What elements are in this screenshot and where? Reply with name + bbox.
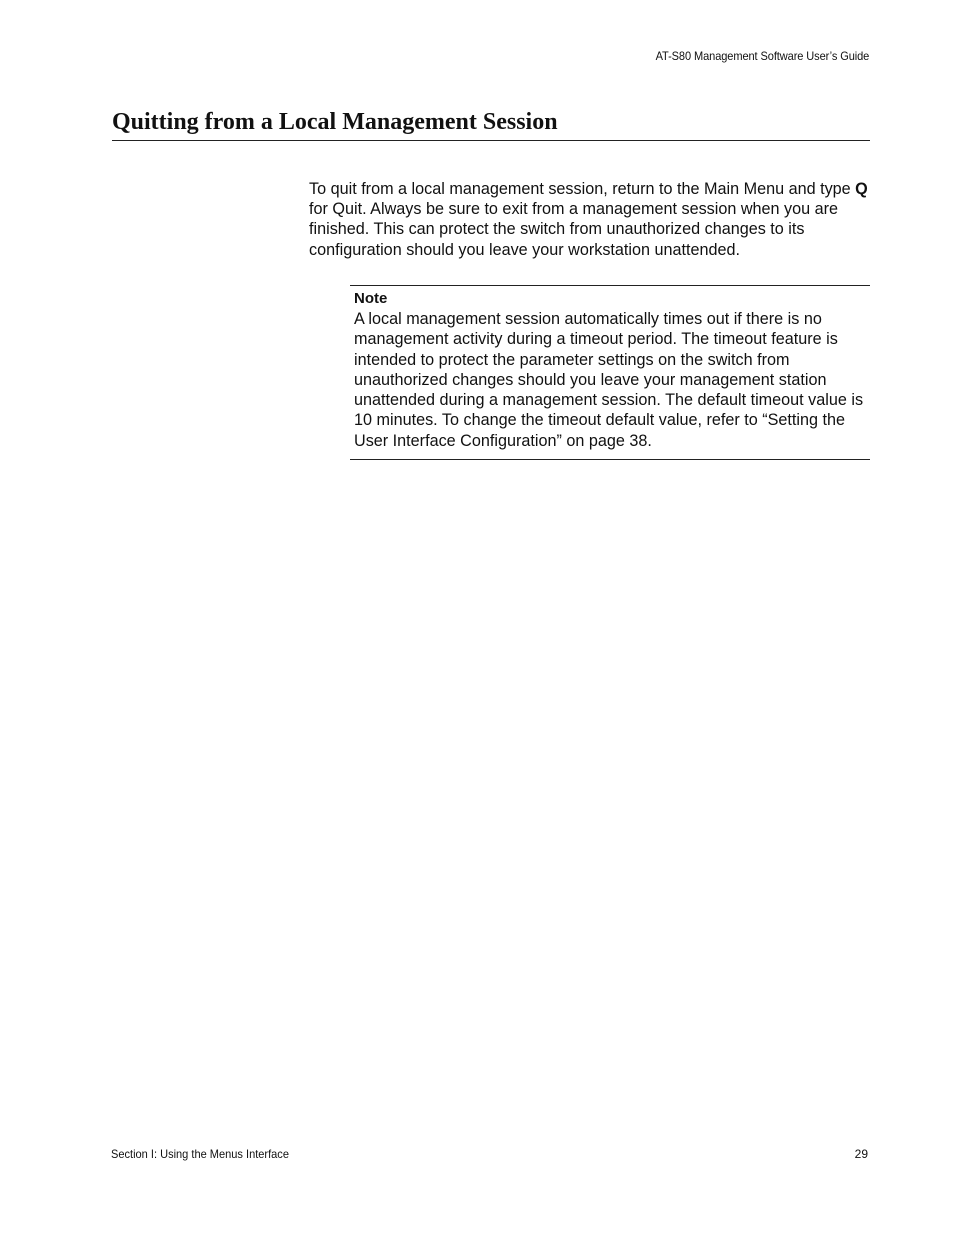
section-heading: Quitting from a Local Management Session [112,108,870,141]
quit-key-label: Q [855,180,868,198]
footer-section-label: Section I: Using the Menus Interface [111,1147,289,1161]
paragraph-text-end: for Quit. Always be sure to exit from a management session when you are finished. This can protect the switch from unauthorized changes to its configuration should you leave your workstation unattended. [309,200,839,259]
paragraph-text-start: To quit from a local management session, return to the Main Menu and type [309,180,856,198]
page-number: 29 [854,1147,868,1161]
note-text: A local management session automatically times out if there is no management activity during a timeout period. The timeout feature is intended to protect the parameter settings on the switch from unauthorized changes should you leave your management station unattended during a management session. The default timeout value is 10 minutes. To change the timeout default value, refer to “Setting the User Interface Configuration” on page 38. [354,310,864,450]
note-box [350,285,870,460]
running-header: AT-S80 Management Software User’s Guide [655,49,869,63]
body-paragraph [309,179,874,260]
note-label: Note [354,290,388,307]
